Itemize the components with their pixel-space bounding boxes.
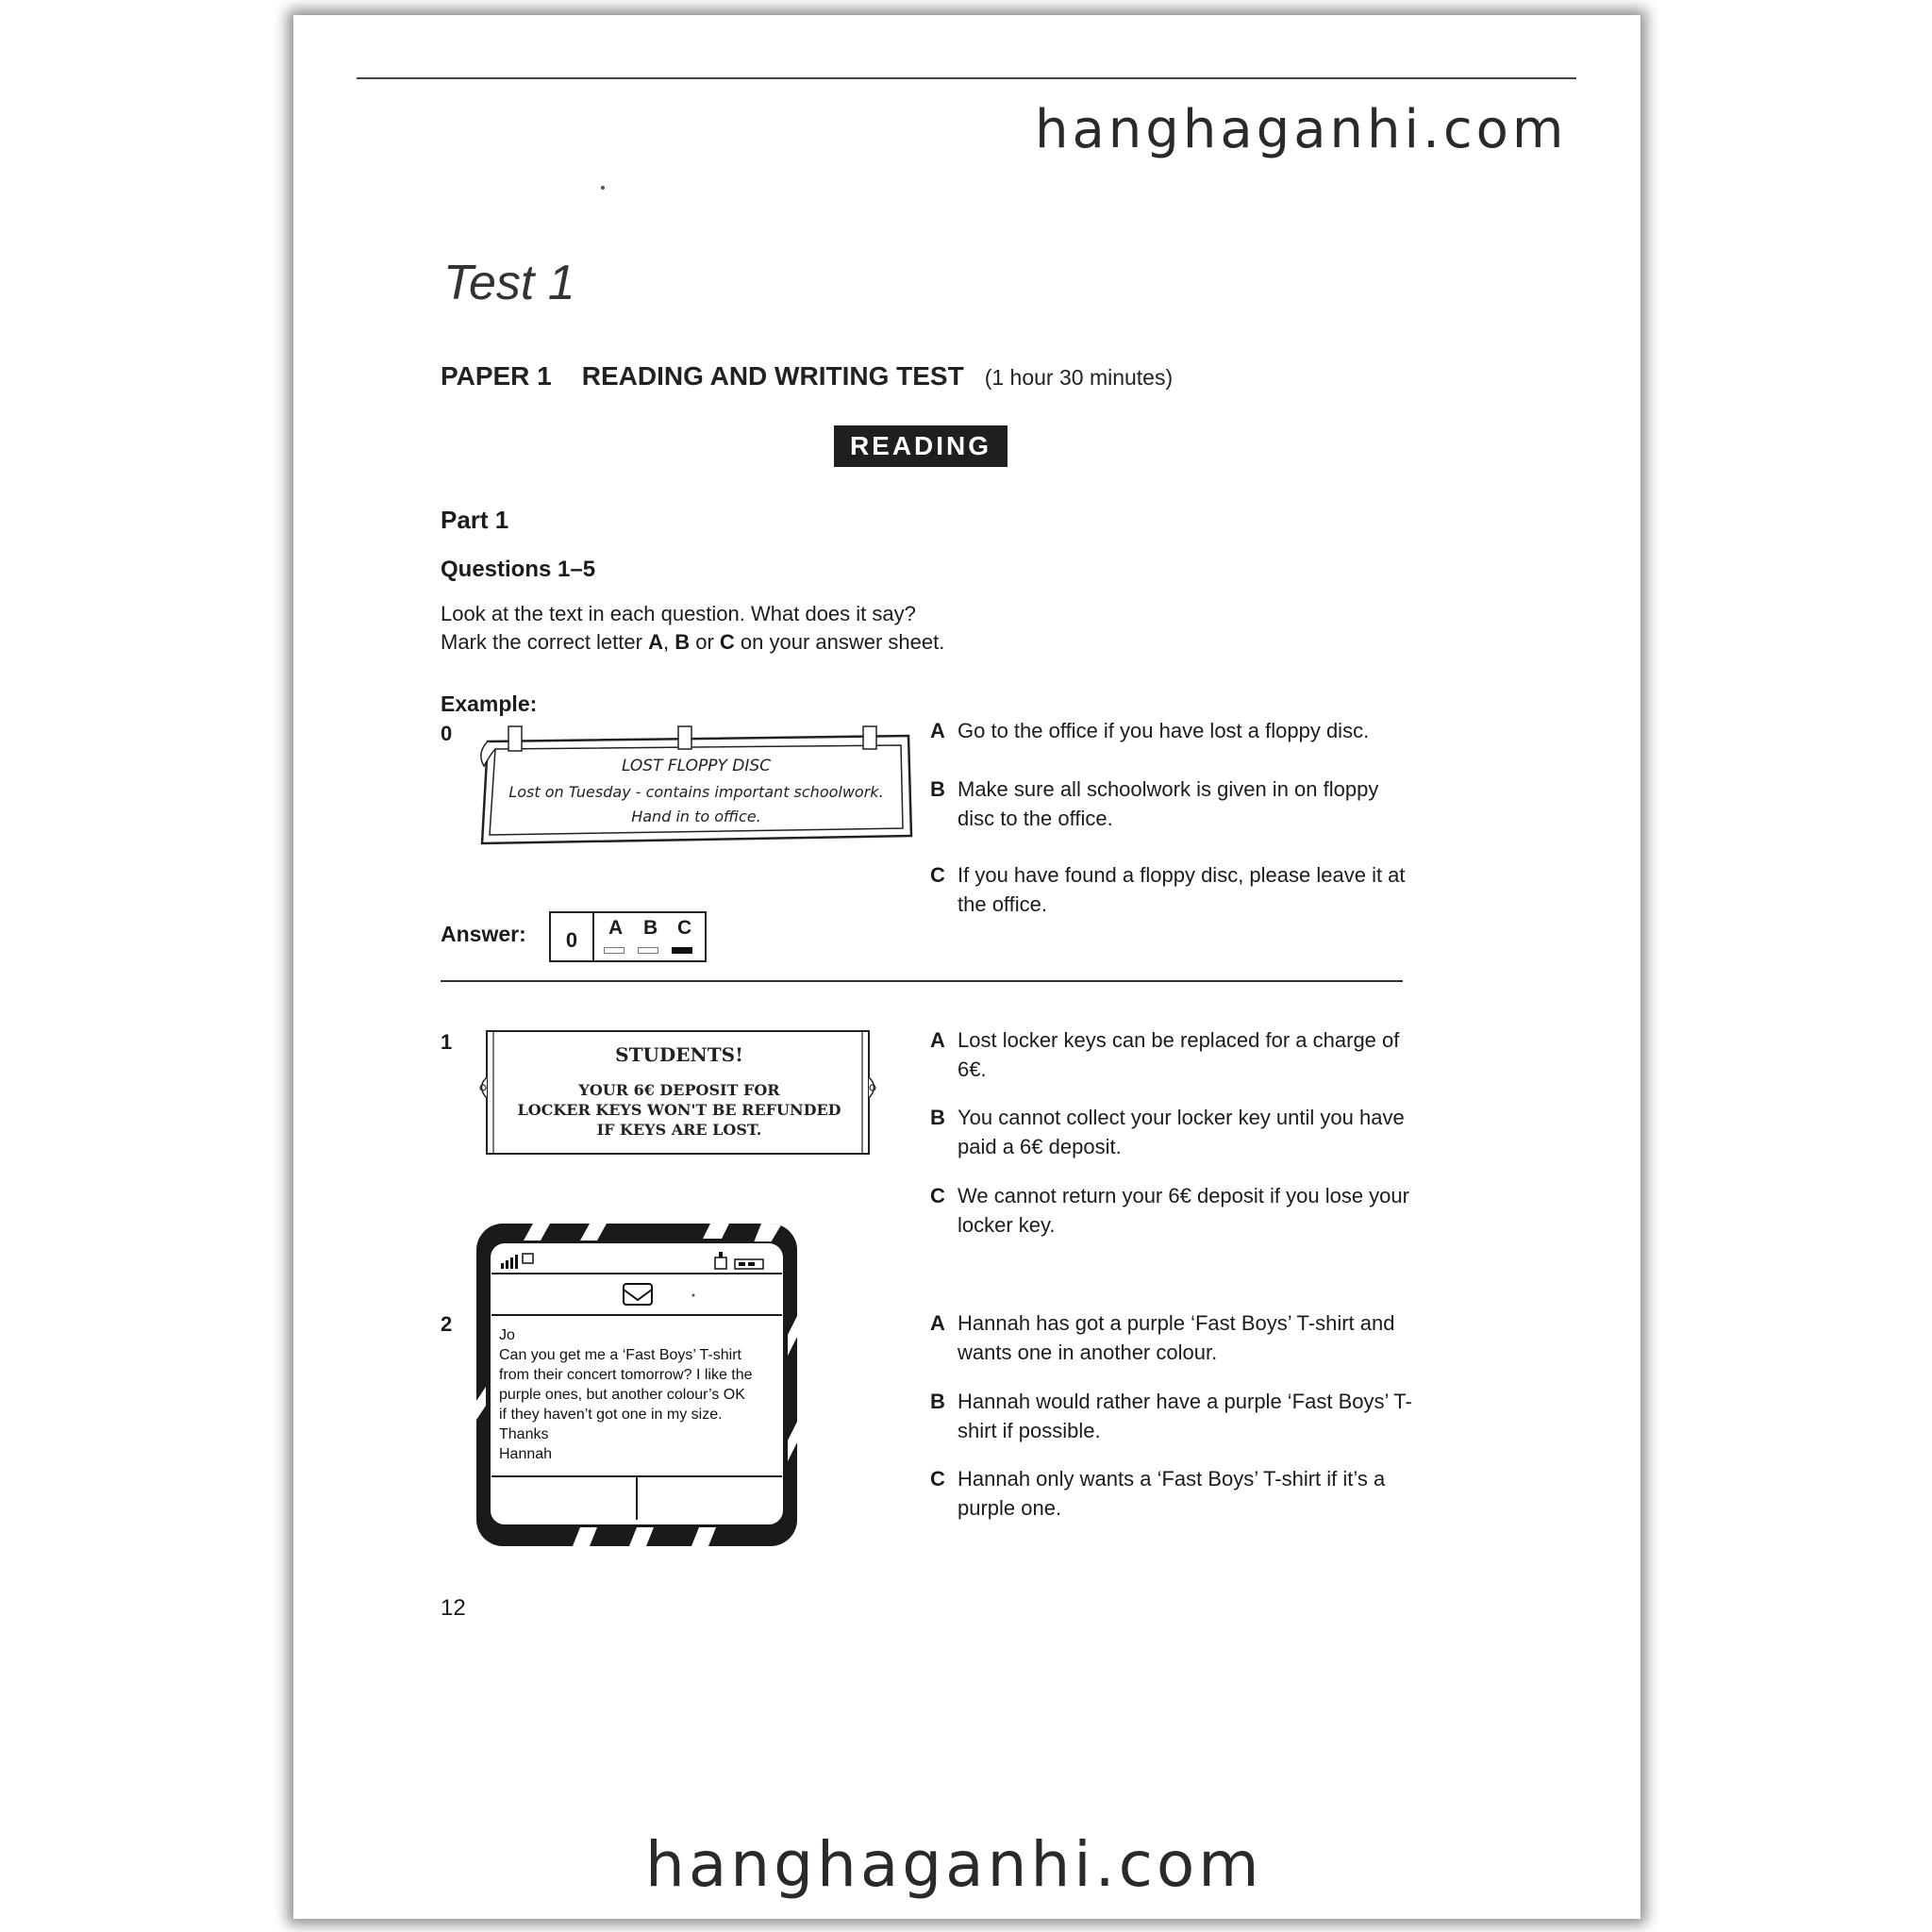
section-badge: READING bbox=[834, 425, 1008, 467]
paper-name: READING AND WRITING TEST bbox=[581, 361, 964, 391]
option-text: Hannah would rather have a purple ‘Fast Boys’ T-shirt if possible. bbox=[958, 1390, 1412, 1442]
answer-mark-a bbox=[604, 947, 625, 954]
answer-grid bbox=[549, 911, 707, 962]
example-label: Example: bbox=[441, 691, 538, 716]
instr-letter-a: A bbox=[648, 630, 663, 654]
option-text: Make sure all schoolwork is given in on floppy disc to the office. bbox=[958, 777, 1379, 830]
option-letter: B bbox=[930, 1390, 945, 1413]
answer-letter-b: B bbox=[643, 917, 658, 939]
notice-title: LOST FLOPPY DISC bbox=[621, 757, 772, 775]
answer-mark-b bbox=[638, 947, 658, 954]
message-line: from their concert tomorrow? I like the bbox=[499, 1367, 753, 1383]
message-line: purple ones, but another colour’s OK bbox=[499, 1387, 745, 1403]
notice-line: IF KEYS ARE LOST. bbox=[596, 1121, 762, 1139]
option-letter: C bbox=[930, 863, 945, 887]
option-text: We cannot return your 6€ deposit if you lose your locker key. bbox=[958, 1184, 1409, 1237]
instruction-line-1: Look at the text in each question. What does it say? bbox=[441, 602, 916, 625]
instr-letter-c: C bbox=[719, 630, 735, 654]
question-1-notice bbox=[475, 1028, 884, 1158]
answer-label: Answer: bbox=[441, 922, 526, 946]
notice-line: YOUR 6€ DEPOSIT FOR bbox=[578, 1081, 780, 1099]
page-number: 12 bbox=[441, 1595, 466, 1621]
option-letter: B bbox=[930, 1106, 945, 1129]
message-line: if they haven’t got one in my size. bbox=[499, 1407, 723, 1423]
notice-line: Lost on Tuesday - contains important schoolwork. bbox=[508, 783, 884, 801]
example-notice bbox=[475, 724, 918, 855]
questions-title: Questions 1–5 bbox=[441, 557, 596, 582]
option-letter: A bbox=[930, 719, 945, 742]
exam-page bbox=[293, 15, 1641, 1919]
part-title: Part 1 bbox=[441, 506, 509, 534]
message-line: Thanks bbox=[499, 1426, 549, 1442]
option-letter: B bbox=[930, 777, 945, 801]
option-text: Go to the office if you have lost a floppy disc. bbox=[958, 719, 1370, 742]
instruction-line-2 bbox=[441, 630, 944, 655]
notice-line: Hand in to office. bbox=[631, 808, 761, 825]
message-line: Can you get me a ‘Fast Boys’ T-shirt bbox=[499, 1347, 741, 1363]
question-1-number: 1 bbox=[441, 1030, 453, 1054]
example-number: 0 bbox=[441, 722, 453, 745]
paper-duration: (1 hour 30 minutes) bbox=[984, 365, 1174, 390]
instr-text: , bbox=[662, 630, 675, 654]
option-letter: C bbox=[930, 1467, 945, 1491]
instr-text: or bbox=[690, 630, 720, 654]
answer-letter-c: C bbox=[677, 917, 692, 939]
instr-letter-b: B bbox=[675, 630, 691, 654]
test-title: Test 1 bbox=[443, 256, 575, 310]
answer-letter-a: A bbox=[608, 917, 624, 939]
instr-text: Mark the correct letter bbox=[441, 630, 649, 654]
option-letter: C bbox=[930, 1184, 945, 1208]
paper-number: PAPER 1 bbox=[441, 361, 552, 391]
option-text: Lost locker keys can be replaced for a charge of 6€. bbox=[958, 1028, 1400, 1081]
message-line: Jo bbox=[499, 1327, 515, 1343]
watermark-top: hanghaganhi.com bbox=[1035, 99, 1568, 160]
question-2-number: 2 bbox=[441, 1312, 453, 1336]
instr-text: on your answer sheet. bbox=[734, 630, 945, 654]
notice-line: LOCKER KEYS WON'T BE REFUNDED bbox=[517, 1101, 841, 1119]
option-text: Hannah has got a purple ‘Fast Boys’ T-shirt and wants one in another colour. bbox=[958, 1311, 1395, 1364]
section-divider bbox=[441, 980, 1403, 982]
option-letter: A bbox=[930, 1311, 945, 1335]
option-text: If you have found a floppy disc, please leave it at the office. bbox=[958, 863, 1406, 916]
message-line: Hannah bbox=[499, 1446, 553, 1462]
notice-title: STUDENTS! bbox=[615, 1043, 743, 1066]
option-text: You cannot collect your locker key until you have paid a 6€ deposit. bbox=[958, 1106, 1405, 1158]
watermark-bottom: hanghaganhi.com bbox=[645, 1828, 1263, 1901]
speck bbox=[601, 186, 605, 190]
answer-number: 0 bbox=[551, 913, 594, 960]
paper-heading bbox=[441, 361, 1173, 391]
option-letter: A bbox=[930, 1028, 945, 1052]
top-rule bbox=[357, 77, 1576, 79]
option-text: Hannah only wants a ‘Fast Boys’ T-shirt if it’s a purple one. bbox=[958, 1467, 1386, 1520]
answer-mark-c-selected bbox=[672, 947, 692, 954]
question-2-phone bbox=[475, 1222, 801, 1548]
